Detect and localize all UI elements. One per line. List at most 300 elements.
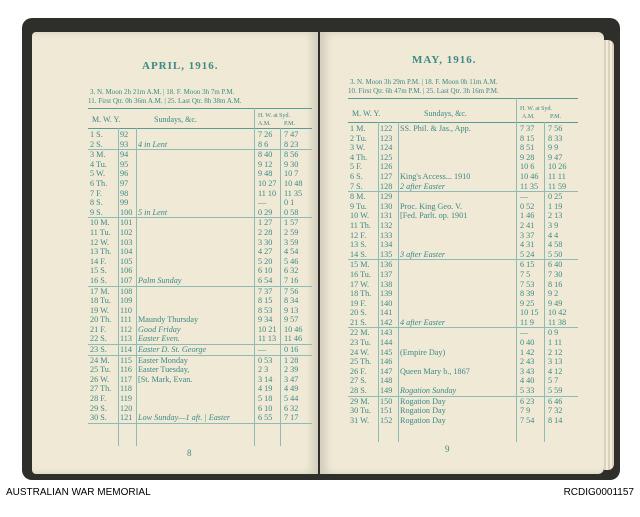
col-header-mwy: M. W. Y. (352, 109, 381, 118)
moon-phases-line-1: 3. N. Moon 2h 21m A.M. | 18. F. Moon 3h 7m P.M. (90, 88, 235, 96)
day-label: 15 S. (90, 266, 107, 276)
event-note: 3 after Easter (400, 249, 446, 259)
page-number: 8 (187, 448, 192, 458)
calendar-row (88, 228, 312, 238)
year-day: 151 (380, 406, 393, 416)
high-water-am: 8 15 (520, 133, 535, 143)
event-note: Good Friday (138, 324, 181, 334)
day-label: 4 Th. (350, 152, 368, 162)
year-day: 148 (380, 376, 393, 386)
high-water-am: — (520, 328, 529, 338)
calendar-row (348, 143, 578, 153)
col-header-mwy: M. W. Y. (92, 115, 121, 124)
high-water-am: 6 15 (520, 260, 535, 270)
day-label: 27 S. (350, 376, 367, 386)
day-label: 17 M. (90, 286, 110, 296)
calendar-row (348, 231, 578, 241)
high-water-am: 7 5 (520, 269, 531, 279)
calendar-row (88, 306, 312, 316)
divider (88, 128, 312, 129)
high-water-pm: 6 40 (548, 260, 563, 270)
high-water-am: 7 9 (520, 406, 531, 416)
year-day: 107 (120, 275, 133, 285)
high-water-am: 5 24 (520, 249, 535, 259)
high-water-am: 10 15 (520, 308, 539, 318)
year-day: 112 (120, 324, 132, 334)
calendar-row (88, 325, 312, 335)
calendar-row (88, 384, 312, 394)
high-water-pm: 7 16 (284, 275, 299, 285)
event-note: Rogation Day (400, 406, 446, 416)
year-day: 135 (380, 249, 393, 259)
day-label: 19 W. (90, 305, 110, 315)
event-note: Palm Sunday (138, 275, 182, 285)
high-water-am: 6 54 (258, 275, 273, 285)
high-water-am: 9 34 (258, 315, 273, 325)
event-note: King's Access... 1910 (400, 171, 471, 181)
high-water-am: 2 3 (258, 365, 269, 375)
high-water-pm: 8 23 (284, 139, 299, 149)
day-label: 11 Tu. (90, 227, 111, 237)
col-header-hw: H. W. at Syd. (258, 113, 291, 119)
day-label: 25 Tu. (90, 365, 111, 375)
calendar-row (88, 247, 312, 257)
year-day: 119 (120, 394, 132, 404)
high-water-am: 8 51 (520, 143, 535, 153)
record-id: RCDIG0001157 (563, 487, 634, 498)
year-day: 145 (380, 347, 393, 357)
year-day: 108 (120, 286, 133, 296)
year-day: 136 (380, 260, 393, 270)
high-water-pm: 7 30 (548, 269, 563, 279)
divider (348, 98, 578, 99)
day-label: 1 S. (90, 130, 103, 139)
day-label: 24 W. (350, 347, 370, 357)
col-header-sundays: Sundays, &c. (424, 109, 467, 118)
calendar-row (88, 404, 312, 414)
col-header-pm: P.M. (284, 121, 296, 127)
high-water-am: 10 46 (520, 171, 539, 181)
day-label: 5 F. (350, 162, 363, 172)
col-header-am: A.M. (522, 114, 535, 120)
day-label: 24 M. (90, 355, 110, 365)
calendar-row (88, 345, 312, 356)
high-water-am: 11 10 (258, 188, 277, 198)
high-water-am: 8 15 (258, 296, 273, 306)
calendar-row (348, 299, 578, 309)
year-day: 138 (380, 279, 393, 289)
high-water-am: — (520, 192, 529, 202)
high-water-pm: 1 11 (548, 338, 563, 348)
year-day: 121 (120, 413, 133, 423)
year-day: 144 (380, 338, 393, 348)
high-water-am: 3 43 (520, 366, 535, 376)
event-note: Rogation Day (400, 396, 446, 406)
day-label: 3 M. (90, 150, 106, 160)
day-label: 28 S. (350, 386, 367, 396)
day-label: 1 M. (350, 124, 366, 133)
col-header-sundays: Sundays, &c. (154, 115, 197, 124)
year-day: 110 (120, 305, 132, 315)
day-label: 20 Th. (90, 315, 112, 325)
high-water-pm: 5 7 (548, 376, 559, 386)
year-day: 152 (380, 415, 393, 425)
calendar-row (348, 289, 578, 299)
calendar-row (348, 328, 578, 338)
high-water-pm: 10 42 (548, 308, 567, 318)
high-water-am: 7 26 (258, 130, 273, 139)
high-water-am: 10 6 (520, 162, 535, 172)
calendar-row (348, 182, 578, 193)
high-water-pm: 11 11 (548, 171, 566, 181)
event-note: Proc. King Geo. V. (400, 201, 463, 211)
high-water-am: 10 27 (258, 178, 277, 188)
day-label: 22 S. (90, 334, 107, 344)
calendar-row (88, 315, 312, 325)
calendar-row (348, 192, 578, 202)
day-label: 31 W. (350, 415, 370, 425)
calendar-row (88, 296, 312, 306)
high-water-am: 9 12 (258, 159, 273, 169)
calendar-row (348, 318, 578, 329)
calendar-row (88, 140, 312, 151)
high-water-pm: 5 59 (548, 386, 563, 396)
event-note: Rogation Sunday (400, 386, 457, 396)
footer-bar (0, 482, 640, 517)
year-day: 116 (120, 365, 132, 375)
high-water-pm: 4 58 (548, 240, 563, 250)
high-water-am: 1 27 (258, 218, 273, 228)
high-water-am: 2 28 (258, 227, 273, 237)
year-day: 129 (380, 192, 393, 202)
high-water-am: 4 40 (520, 376, 535, 386)
day-label: 9 Tu. (350, 201, 367, 211)
high-water-am: 7 37 (520, 124, 535, 133)
page-number: 9 (445, 444, 450, 454)
year-day: 120 (120, 403, 133, 413)
day-label: 20 S. (350, 308, 367, 318)
high-water-pm: 7 32 (548, 406, 563, 416)
high-water-am: 3 37 (520, 230, 535, 240)
high-water-pm: 10 46 (284, 324, 303, 334)
year-day: 127 (380, 171, 393, 181)
day-label: 14 F. (90, 256, 107, 266)
event-note: (Empire Day) (400, 347, 446, 357)
high-water-am: 9 25 (520, 298, 535, 308)
day-label: 30 S. (90, 413, 107, 423)
calendar-row (88, 356, 312, 366)
day-label: 25 Th. (350, 357, 372, 367)
high-water-am: 4 31 (520, 240, 535, 250)
calendar-row (88, 179, 312, 189)
calendar-row (348, 260, 578, 270)
high-water-am: 8 53 (258, 305, 273, 315)
high-water-pm: 3 9 (548, 220, 559, 230)
event-note: Easter Tuesday, (138, 365, 190, 375)
year-day: 117 (120, 374, 132, 384)
day-label: 13 S. (350, 240, 367, 250)
high-water-pm: 0 1 (284, 198, 295, 208)
high-water-pm: 3 13 (548, 357, 563, 367)
calendar-rows (88, 130, 312, 424)
calendar-row (348, 162, 578, 172)
day-label: 17 W. (350, 279, 370, 289)
calendar-row (348, 250, 578, 261)
day-label: 6 S. (350, 171, 363, 181)
calendar-row (348, 172, 578, 182)
day-label: 29 M. (350, 396, 370, 406)
high-water-pm: 3 59 (284, 237, 299, 247)
year-day: 125 (380, 152, 393, 162)
event-note: 2 after Easter (400, 181, 446, 191)
high-water-pm: 2 12 (548, 347, 563, 357)
high-water-pm: 4 54 (284, 247, 299, 257)
year-day: 126 (380, 162, 393, 172)
year-day: 131 (380, 211, 393, 221)
year-day: 115 (120, 355, 132, 365)
calendar-row (88, 413, 312, 424)
calendar-row (348, 416, 578, 426)
calendar-row (88, 365, 312, 375)
calendar-row (348, 124, 578, 134)
calendar-row (348, 338, 578, 348)
day-label: 19 F. (350, 298, 367, 308)
calendar-row (88, 208, 312, 219)
high-water-pm: 6 46 (548, 396, 563, 406)
year-day: 105 (120, 256, 133, 266)
day-label: 16 Tu. (350, 269, 371, 279)
high-water-am: 11 35 (520, 181, 539, 191)
high-water-am: 6 55 (258, 413, 273, 423)
high-water-pm: 2 59 (284, 227, 299, 237)
high-water-am: 1 46 (520, 211, 535, 221)
day-label: 16 S. (90, 275, 107, 285)
high-water-pm: 9 9 (548, 143, 559, 153)
high-water-pm: 7 56 (284, 286, 299, 296)
year-day: 109 (120, 296, 133, 306)
calendar-row (88, 160, 312, 170)
event-note: 4 after Easter (400, 317, 446, 327)
event-note: Queen Mary b., 1867 (400, 366, 470, 376)
high-water-am: 0 40 (520, 338, 535, 348)
day-label: 27 Th. (90, 384, 112, 394)
high-water-am: 0 29 (258, 207, 273, 217)
event-note: Easter Even. (138, 334, 180, 344)
calendar-row (348, 153, 578, 163)
event-note: Rogation Day (400, 415, 446, 425)
page-edges (604, 40, 614, 470)
high-water-pm: 6 32 (284, 266, 299, 276)
calendar-row (348, 202, 578, 212)
high-water-pm: 8 33 (548, 133, 563, 143)
year-day: 118 (120, 384, 132, 394)
high-water-am: 7 54 (520, 415, 535, 425)
year-day: 103 (120, 237, 133, 247)
high-water-pm: 9 47 (548, 152, 563, 162)
high-water-pm: 5 46 (284, 256, 299, 266)
high-water-pm: 1 28 (284, 355, 299, 365)
year-day: 130 (380, 201, 393, 211)
calendar-row (348, 280, 578, 290)
high-water-pm: 7 47 (284, 130, 299, 139)
high-water-am: 11 9 (520, 317, 535, 327)
high-water-pm: 9 57 (284, 315, 299, 325)
year-day: 94 (120, 150, 129, 160)
col-header-hw: H. W. at Syd. (520, 106, 553, 112)
high-water-pm: 10 26 (548, 162, 567, 172)
event-note: 4 in Lent (138, 139, 168, 149)
high-water-pm: 8 16 (548, 279, 563, 289)
high-water-am: 5 18 (258, 394, 273, 404)
day-label: 2 S. (90, 139, 103, 149)
month-title: APRIL, 1916. (142, 60, 219, 72)
high-water-pm: 9 2 (548, 289, 559, 299)
high-water-am: 7 53 (520, 279, 535, 289)
high-water-pm: 9 49 (548, 298, 563, 308)
year-day: 142 (380, 317, 393, 327)
high-water-am: — (258, 198, 267, 208)
high-water-pm: 4 4 (548, 230, 559, 240)
year-day: 149 (380, 386, 393, 396)
day-label: 18 Tu. (90, 296, 111, 306)
calendar-row (348, 406, 578, 416)
calendar-row (88, 287, 312, 297)
year-day: 124 (380, 143, 393, 153)
calendar-row (348, 386, 578, 397)
day-label: 6 Th. (90, 178, 108, 188)
high-water-pm: 11 46 (284, 334, 303, 344)
calendar-row (88, 150, 312, 160)
high-water-pm: 8 14 (548, 415, 563, 425)
year-day: 133 (380, 230, 393, 240)
high-water-am: 4 19 (258, 384, 273, 394)
day-label: 18 Th. (350, 289, 372, 299)
high-water-am: 6 10 (258, 403, 273, 413)
high-water-pm: 2 13 (548, 211, 563, 221)
right-page (320, 32, 604, 474)
year-day: 137 (380, 269, 393, 279)
calendar-row (88, 257, 312, 267)
calendar-rows (348, 124, 578, 425)
day-label: 9 S. (90, 207, 103, 217)
day-label: 30 Tu. (350, 406, 371, 416)
calendar-row (88, 394, 312, 404)
day-label: 23 S. (90, 345, 107, 355)
calendar-row (348, 308, 578, 318)
day-label: 2 Tu. (350, 133, 367, 143)
calendar-row (348, 357, 578, 367)
year-day: 95 (120, 159, 129, 169)
year-day: 97 (120, 178, 129, 188)
moon-phases-line-1: 3. N. Moon 3h 29m P.M. | 18. F. Moon 0h 11m A.M. (350, 78, 498, 86)
year-day: 113 (120, 334, 132, 344)
high-water-am: 6 10 (258, 266, 273, 276)
event-note: Easter Monday (138, 355, 188, 365)
day-label: 26 F. (350, 366, 367, 376)
day-label: 21 F. (90, 324, 107, 334)
year-day: 141 (380, 308, 393, 318)
year-day: 101 (120, 218, 133, 228)
calendar-row (88, 276, 312, 287)
high-water-pm: 1 57 (284, 218, 299, 228)
high-water-am: 9 48 (258, 169, 273, 179)
day-label: 10 M. (90, 218, 110, 228)
calendar-row (88, 169, 312, 179)
left-page (32, 32, 318, 474)
year-day: 99 (120, 198, 129, 208)
year-day: 134 (380, 240, 393, 250)
year-day: 143 (380, 328, 393, 338)
day-label: 14 S. (350, 249, 367, 259)
high-water-am: 0 53 (258, 355, 273, 365)
high-water-am: 11 13 (258, 334, 277, 344)
year-day: 92 (120, 130, 129, 139)
calendar-row (348, 376, 578, 386)
calendar-row (348, 270, 578, 280)
high-water-am: 8 39 (520, 289, 535, 299)
day-label: 22 M. (350, 328, 370, 338)
high-water-pm: 6 32 (284, 403, 299, 413)
day-label: 23 Tu. (350, 338, 371, 348)
year-day: 114 (120, 345, 132, 355)
year-day: 102 (120, 227, 133, 237)
high-water-pm: 1 19 (548, 201, 563, 211)
day-label: 10 W. (350, 211, 370, 221)
moon-phases-line-2: 10. First Qtr. 6h 47m P.M. | 25. Last Qtr. 3h 16m P.M. (348, 87, 499, 95)
high-water-am: 8 40 (258, 150, 273, 160)
day-label: 3 W. (350, 143, 366, 153)
day-label: 28 F. (90, 394, 107, 404)
high-water-pm: 11 59 (548, 181, 567, 191)
event-note: Maundy Thursday (138, 315, 199, 325)
day-label: 5 W. (90, 169, 106, 179)
month-title: MAY, 1916. (412, 54, 477, 66)
high-water-am: 8 6 (258, 139, 269, 149)
day-label: 7 S. (350, 181, 363, 191)
col-header-pm: P.M. (550, 114, 562, 120)
event-note: [St. Mark, Evan. (138, 374, 193, 384)
high-water-am: 1 42 (520, 347, 535, 357)
high-water-am: 3 14 (258, 374, 273, 384)
year-day: 96 (120, 169, 129, 179)
year-day: 140 (380, 298, 393, 308)
calendar-row (348, 367, 578, 377)
high-water-am: 5 20 (258, 256, 273, 266)
day-label: 21 S. (350, 317, 367, 327)
event-note: 5 in Lent (138, 207, 168, 217)
high-water-pm: 7 17 (284, 413, 299, 423)
year-day: 146 (380, 357, 393, 367)
calendar-row (88, 334, 312, 345)
event-note: SS. Phil. & Jas., App. (400, 124, 471, 133)
day-label: 7 F. (90, 188, 103, 198)
event-note: Easter D. St. George (138, 345, 207, 355)
high-water-pm: 11 38 (548, 317, 567, 327)
year-day: 123 (380, 133, 393, 143)
calendar-row (88, 218, 312, 228)
year-day: 139 (380, 289, 393, 299)
calendar-row (88, 238, 312, 248)
day-label: 11 Th. (350, 220, 371, 230)
day-label: 13 Th. (90, 247, 112, 257)
calendar-row (88, 130, 312, 140)
day-label: 15 M. (350, 260, 370, 270)
moon-phases-line-2: 11. First Qtr. 0h 36m A.M. | 25. Last Qtr. 8h 38m A.M. (88, 97, 242, 105)
calendar-row (88, 189, 312, 199)
high-water-am: 2 43 (520, 357, 535, 367)
col-header-am: A.M. (258, 121, 271, 127)
high-water-am: 3 30 (258, 237, 273, 247)
